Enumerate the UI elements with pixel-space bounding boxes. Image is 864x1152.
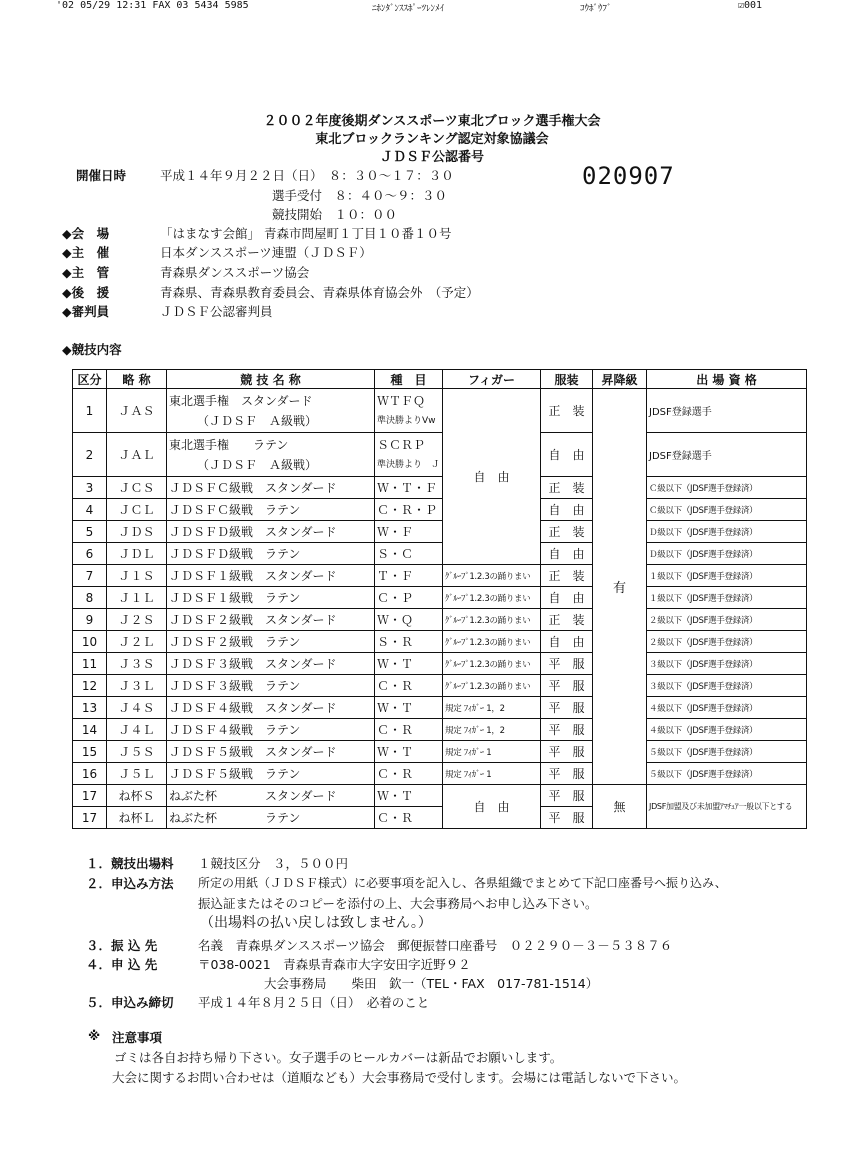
info-support-label: ◆後 援 bbox=[62, 285, 110, 300]
cell-figure: ｸﾞﾙｰﾌﾟ1.2.3の踊りまい bbox=[443, 609, 541, 631]
header-name: 競 技 名 称 bbox=[167, 370, 375, 389]
cell-code: Ｊ５Ｓ bbox=[107, 741, 167, 763]
cell-dress: 平 服 bbox=[541, 807, 593, 829]
cell-code: ＪＣＳ bbox=[107, 477, 167, 499]
cell-grade-yes: 有 bbox=[593, 389, 647, 785]
cell-name bbox=[167, 389, 375, 433]
table-row bbox=[73, 785, 807, 807]
table-row bbox=[73, 675, 807, 697]
cell-name-line1: 東北選手権 ラテン bbox=[169, 437, 289, 452]
cell-event: Ｔ・Ｆ bbox=[375, 565, 443, 587]
info-venue-label: ◆会 場 bbox=[62, 226, 110, 241]
cell-name: ＪＤＳＦ５級戦 ラテン bbox=[167, 763, 375, 785]
cell-no: 5 bbox=[73, 521, 107, 543]
caution-mark: ※ bbox=[88, 1028, 101, 1043]
cell-qualification: １級以下（JDSF選手登録済） bbox=[647, 565, 807, 587]
note1-value: １競技区分 ３，５００円 bbox=[198, 856, 349, 871]
section-title: ◆競技内容 bbox=[62, 342, 122, 357]
cell-name: ねぶた杯 スタンダード bbox=[167, 785, 375, 807]
info-support-value: 青森県、青森県教育委員会、青森県体育協会外 （予定） bbox=[160, 285, 479, 300]
cell-dress: 正 装 bbox=[541, 609, 593, 631]
cell-code: ＪＣＬ bbox=[107, 499, 167, 521]
cell-dress: 平 服 bbox=[541, 675, 593, 697]
cell-no: 2 bbox=[73, 433, 107, 477]
table-row bbox=[73, 763, 807, 785]
cell-qualification: ５級以下（JDSF選手登録済） bbox=[647, 741, 807, 763]
cell-name-line1: 東北選手権 スタンダード bbox=[169, 393, 313, 408]
cell-code: Ｊ３Ｌ bbox=[107, 675, 167, 697]
table-row bbox=[73, 565, 807, 587]
cell-name: ＪＤＳＦ５級戦 スタンダード bbox=[167, 741, 375, 763]
cell-event: Ｃ・Ｐ bbox=[375, 587, 443, 609]
cell-name: ＪＤＳＦ２級戦 スタンダード bbox=[167, 609, 375, 631]
header-event: 種 目 bbox=[375, 370, 443, 389]
cell-qualification: Ｄ級以下（JDSF選手登録済） bbox=[647, 521, 807, 543]
header-grade: 昇降級 bbox=[593, 370, 647, 389]
cell-event: Ｗ・Ｔ bbox=[375, 697, 443, 719]
cell-name: ＪＤＳＦ１級戦 スタンダード bbox=[167, 565, 375, 587]
cell-name: ＪＤＳＦ３級戦 スタンダード bbox=[167, 653, 375, 675]
cell-event-line1: ＳＣＲＰ bbox=[377, 437, 426, 452]
cell-event: Ｗ・Ｔ bbox=[375, 653, 443, 675]
info-organizer-label: ◆主 管 bbox=[62, 265, 110, 280]
cell-dress: 正 装 bbox=[541, 521, 593, 543]
cell-qualification: JDSF登録選手 bbox=[647, 389, 807, 433]
cell-code: Ｊ１Ｓ bbox=[107, 565, 167, 587]
table-row bbox=[73, 697, 807, 719]
cell-qualification: ４級以下（JDSF選手登録済） bbox=[647, 719, 807, 741]
table-row bbox=[73, 653, 807, 675]
cell-figure: ｸﾞﾙｰﾌﾟ1.2.3の踊りまい bbox=[443, 653, 541, 675]
cell-event bbox=[375, 389, 443, 433]
cell-figure: ｸﾞﾙｰﾌﾟ1.2.3の踊りまい bbox=[443, 565, 541, 587]
schedule-label: 開催日時 bbox=[76, 168, 127, 183]
cell-event-line2: 準決勝よりVw bbox=[377, 415, 436, 426]
cell-no: 6 bbox=[73, 543, 107, 565]
cell-event: Ｗ・Ｆ bbox=[375, 521, 443, 543]
cell-name: ＪＤＳＦＣ級戦 ラテン bbox=[167, 499, 375, 521]
competition-table bbox=[72, 369, 807, 829]
cell-no: 4 bbox=[73, 499, 107, 521]
cell-no: 17 bbox=[73, 785, 107, 807]
note3-label: ３．振 込 先 bbox=[86, 938, 158, 953]
info-host-label: ◆主 催 bbox=[62, 245, 110, 260]
table-row bbox=[73, 477, 807, 499]
caution-line1: ゴミは各自お持ち帰り下さい。女子選手のヒールカバーは新品でお願いします。 bbox=[114, 1050, 563, 1065]
cell-no: 7 bbox=[73, 565, 107, 587]
cell-no: 13 bbox=[73, 697, 107, 719]
schedule-reception: 選手受付 ８：４０～９：３０ bbox=[272, 188, 448, 203]
header-dress: 服装 bbox=[541, 370, 593, 389]
cell-code: Ｊ２Ｌ bbox=[107, 631, 167, 653]
cell-event: Ｃ・Ｒ bbox=[375, 763, 443, 785]
cell-code: ね杯Ｓ bbox=[107, 785, 167, 807]
cell-dress: 平 服 bbox=[541, 763, 593, 785]
cell-event: Ｗ・Ｔ・Ｆ bbox=[375, 477, 443, 499]
cell-dress: 平 服 bbox=[541, 653, 593, 675]
cell-qualification: ５級以下（JDSF選手登録済） bbox=[647, 763, 807, 785]
cell-code: Ｊ５Ｌ bbox=[107, 763, 167, 785]
cell-figure: ｸﾞﾙｰﾌﾟ1.2.3の踊りまい bbox=[443, 587, 541, 609]
cell-no: 16 bbox=[73, 763, 107, 785]
cell-event bbox=[375, 433, 443, 477]
schedule-start: 競技開始 １０：００ bbox=[272, 207, 398, 222]
cell-code: Ｊ４Ｓ bbox=[107, 697, 167, 719]
note5-value: 平成１４年８月２５日（日） 必着のこと bbox=[198, 995, 430, 1010]
note5-label: ５．申込み締切 bbox=[86, 995, 174, 1010]
note4-label: ４．申 込 先 bbox=[86, 957, 158, 972]
cell-no: 12 bbox=[73, 675, 107, 697]
cell-no: 15 bbox=[73, 741, 107, 763]
note3-value: 名義 青森県ダンススポーツ協会 郵便振替口座番号 ０２２９０－３－５３８７６ bbox=[198, 938, 673, 953]
cell-no: 9 bbox=[73, 609, 107, 631]
cell-name: ＪＤＳＦ３級戦 ラテン bbox=[167, 675, 375, 697]
fax-header-page: ☑001 bbox=[738, 0, 763, 11]
cell-qualification: ２級以下（JDSF選手登録済） bbox=[647, 609, 807, 631]
info-venue-value: 「はまなす会館」 青森市問屋町１丁目１０番１０号 bbox=[160, 226, 452, 241]
cell-code: Ｊ１Ｌ bbox=[107, 587, 167, 609]
note2-value2: 振込証またはそのコピーを添付の上、大会事務局へお申し込み下さい。 bbox=[198, 896, 598, 911]
caution-title: 注意事項 bbox=[112, 1030, 163, 1045]
cell-no: 3 bbox=[73, 477, 107, 499]
cell-code: ＪＡＬ bbox=[107, 433, 167, 477]
cell-event: Ｓ・Ｒ bbox=[375, 631, 443, 653]
cell-event: Ｃ・Ｒ・Ｐ bbox=[375, 499, 443, 521]
caution-line2: 大会に関するお問い合わせは（道順なども）大会事務局で受付します。会場には電話しないで下さい。 bbox=[112, 1070, 687, 1085]
cell-qualification-nebuta: JDSF加盟及び未加盟ｱﾏﾁｭｱ一般以下とする bbox=[647, 785, 807, 829]
note2-label: ２．申込み方法 bbox=[86, 876, 174, 891]
cell-figure: 規定 ﾌｨｶﾞｰ 1，2 bbox=[443, 697, 541, 719]
cell-no: 11 bbox=[73, 653, 107, 675]
info-host-value: 日本ダンススポーツ連盟（ＪＤＳＦ） bbox=[160, 245, 372, 260]
cell-event: Ｃ・Ｒ bbox=[375, 675, 443, 697]
cell-qualification: ３級以下（JDSF選手登録済） bbox=[647, 653, 807, 675]
cell-code: Ｊ３Ｓ bbox=[107, 653, 167, 675]
cell-qualification: ４級以下（JDSF選手登録済） bbox=[647, 697, 807, 719]
table-row bbox=[73, 719, 807, 741]
table-row bbox=[73, 741, 807, 763]
cell-name: ＪＤＳＦ４級戦 ラテン bbox=[167, 719, 375, 741]
cell-qualification: Ｃ級以下（JDSF選手登録済） bbox=[647, 499, 807, 521]
fax-header-sender2: ｺｳﾎﾞｳﾌﾞ bbox=[580, 4, 612, 14]
cell-qualification: JDSF登録選手 bbox=[647, 433, 807, 477]
note2-value: 所定の用紙（ＪＤＳＦ様式）に必要事項を記入し、各県組織でまとめて下記口座番号へ振り込み、 bbox=[198, 876, 727, 890]
cell-name bbox=[167, 433, 375, 477]
cell-name: ねぶた杯 ラテン bbox=[167, 807, 375, 829]
cell-event: Ｃ・Ｒ bbox=[375, 719, 443, 741]
fax-header-sender: ﾆﾎﾝﾀﾞﾝｽｽﾎﾟｰﾂﾚﾝﾒｲ bbox=[372, 4, 445, 14]
cell-dress: 正 装 bbox=[541, 477, 593, 499]
schedule-date: 平成１４年９月２２日（日） ８：３０～１７：３０ bbox=[160, 168, 454, 183]
cell-no: 8 bbox=[73, 587, 107, 609]
cell-dress: 平 服 bbox=[541, 741, 593, 763]
header-code: 略 称 bbox=[107, 370, 167, 389]
cell-dress: 自 由 bbox=[541, 587, 593, 609]
table-row bbox=[73, 631, 807, 653]
title-line2: 東北ブロックランキング認定対象協議会 bbox=[315, 132, 549, 147]
cell-code: ＪＤＳ bbox=[107, 521, 167, 543]
cell-qualification: Ｄ級以下（JDSF選手登録済） bbox=[647, 543, 807, 565]
cell-figure: ｸﾞﾙｰﾌﾟ1.2.3の踊りまい bbox=[443, 675, 541, 697]
table-header-row bbox=[73, 370, 807, 389]
table-row bbox=[73, 543, 807, 565]
note4-value: 〒038-0021 青森県青森市大字安田字近野９２ bbox=[198, 957, 471, 972]
cell-figure: 規定 ﾌｨｶﾞｰ 1，2 bbox=[443, 719, 541, 741]
cell-code: ね杯Ｌ bbox=[107, 807, 167, 829]
cell-code: Ｊ４Ｌ bbox=[107, 719, 167, 741]
cell-event: Ｃ・Ｒ bbox=[375, 807, 443, 829]
cell-code: Ｊ２Ｓ bbox=[107, 609, 167, 631]
header-category: 区分 bbox=[73, 370, 107, 389]
cell-name: ＪＤＳＦＣ級戦 スタンダード bbox=[167, 477, 375, 499]
cell-figure: 規定 ﾌｨｶﾞｰ 1 bbox=[443, 741, 541, 763]
cell-code: ＪＡＳ bbox=[107, 389, 167, 433]
info-organizer-value: 青森県ダンススポーツ協会 bbox=[160, 265, 310, 280]
table-row bbox=[73, 499, 807, 521]
cell-name: ＪＤＳＦ２級戦 ラテン bbox=[167, 631, 375, 653]
cell-name: ＪＤＳＦ１級戦 ラテン bbox=[167, 587, 375, 609]
cell-qualification: ２級以下（JDSF選手登録済） bbox=[647, 631, 807, 653]
header-qualification: 出 場 資 格 bbox=[647, 370, 807, 389]
cell-no: 1 bbox=[73, 389, 107, 433]
cell-event: Ｓ・Ｃ bbox=[375, 543, 443, 565]
table-row bbox=[73, 433, 807, 477]
cell-event: Ｗ・Ｔ bbox=[375, 741, 443, 763]
title-line3: ＪＤＳＦ公認番号 bbox=[379, 150, 484, 165]
cell-dress: 自 由 bbox=[541, 499, 593, 521]
cell-dress: 自 由 bbox=[541, 543, 593, 565]
note2-value3: （出場料の払い戻しは致しません。） bbox=[200, 915, 432, 931]
cell-dress: 平 服 bbox=[541, 719, 593, 741]
info-judges-value: ＪＤＳＦ公認審判員 bbox=[160, 304, 273, 319]
info-judges-label: ◆審判員 bbox=[62, 304, 110, 319]
cell-event: Ｗ・Ｔ bbox=[375, 785, 443, 807]
cell-no: 10 bbox=[73, 631, 107, 653]
cell-dress: 正 装 bbox=[541, 565, 593, 587]
note1-label: １．競技出場料 bbox=[86, 856, 174, 871]
cell-dress: 自 由 bbox=[541, 433, 593, 477]
cell-figure: 規定 ﾌｨｶﾞｰ 1 bbox=[443, 763, 541, 785]
cell-no: 14 bbox=[73, 719, 107, 741]
cell-event: Ｗ・Ｑ bbox=[375, 609, 443, 631]
table-row bbox=[73, 587, 807, 609]
cell-figure-free: 自 由 bbox=[443, 785, 541, 829]
cell-dress: 平 服 bbox=[541, 785, 593, 807]
title-line1: ２００２年度後期ダンススポーツ東北ブロック選手権大会 bbox=[263, 114, 601, 129]
table-row bbox=[73, 609, 807, 631]
cell-dress: 正 装 bbox=[541, 389, 593, 433]
cell-name: ＪＤＳＦＤ級戦 スタンダード bbox=[167, 521, 375, 543]
note4-value2: 大会事務局 柴田 欽一（TEL・FAX 017-781-1514） bbox=[264, 976, 599, 991]
cell-figure: ｸﾞﾙｰﾌﾟ1.2.3の踊りまい bbox=[443, 631, 541, 653]
cell-qualification: ３級以下（JDSF選手登録済） bbox=[647, 675, 807, 697]
cell-name-line2: （ＪＤＳＦ Ａ級戦） bbox=[197, 457, 318, 472]
cell-name: ＪＤＳＦＤ級戦 ラテン bbox=[167, 543, 375, 565]
cell-name: ＪＤＳＦ４級戦 スタンダード bbox=[167, 697, 375, 719]
cell-figure-free: 自 由 bbox=[443, 389, 541, 565]
cell-event-line2: 準決勝より Ｊ bbox=[377, 459, 441, 470]
table-row bbox=[73, 521, 807, 543]
cell-qualification: Ｃ級以下（JDSF選手登録済） bbox=[647, 477, 807, 499]
cell-dress: 自 由 bbox=[541, 631, 593, 653]
cell-event-line1: ＷＴＦＱ bbox=[377, 393, 426, 408]
table-row bbox=[73, 389, 807, 433]
cell-no: 17 bbox=[73, 807, 107, 829]
cell-name-line2: （ＪＤＳＦ Ａ級戦） bbox=[197, 413, 318, 428]
header-figure: フィガー bbox=[443, 370, 541, 389]
cell-qualification: １級以下（JDSF選手登録済） bbox=[647, 587, 807, 609]
fax-header-left: '02 05/29 12:31 FAX 03 5434 5985 bbox=[56, 0, 249, 11]
document-number: 020907 bbox=[582, 162, 675, 190]
cell-code: ＪＤＬ bbox=[107, 543, 167, 565]
cell-dress: 平 服 bbox=[541, 697, 593, 719]
cell-grade-no: 無 bbox=[593, 785, 647, 829]
